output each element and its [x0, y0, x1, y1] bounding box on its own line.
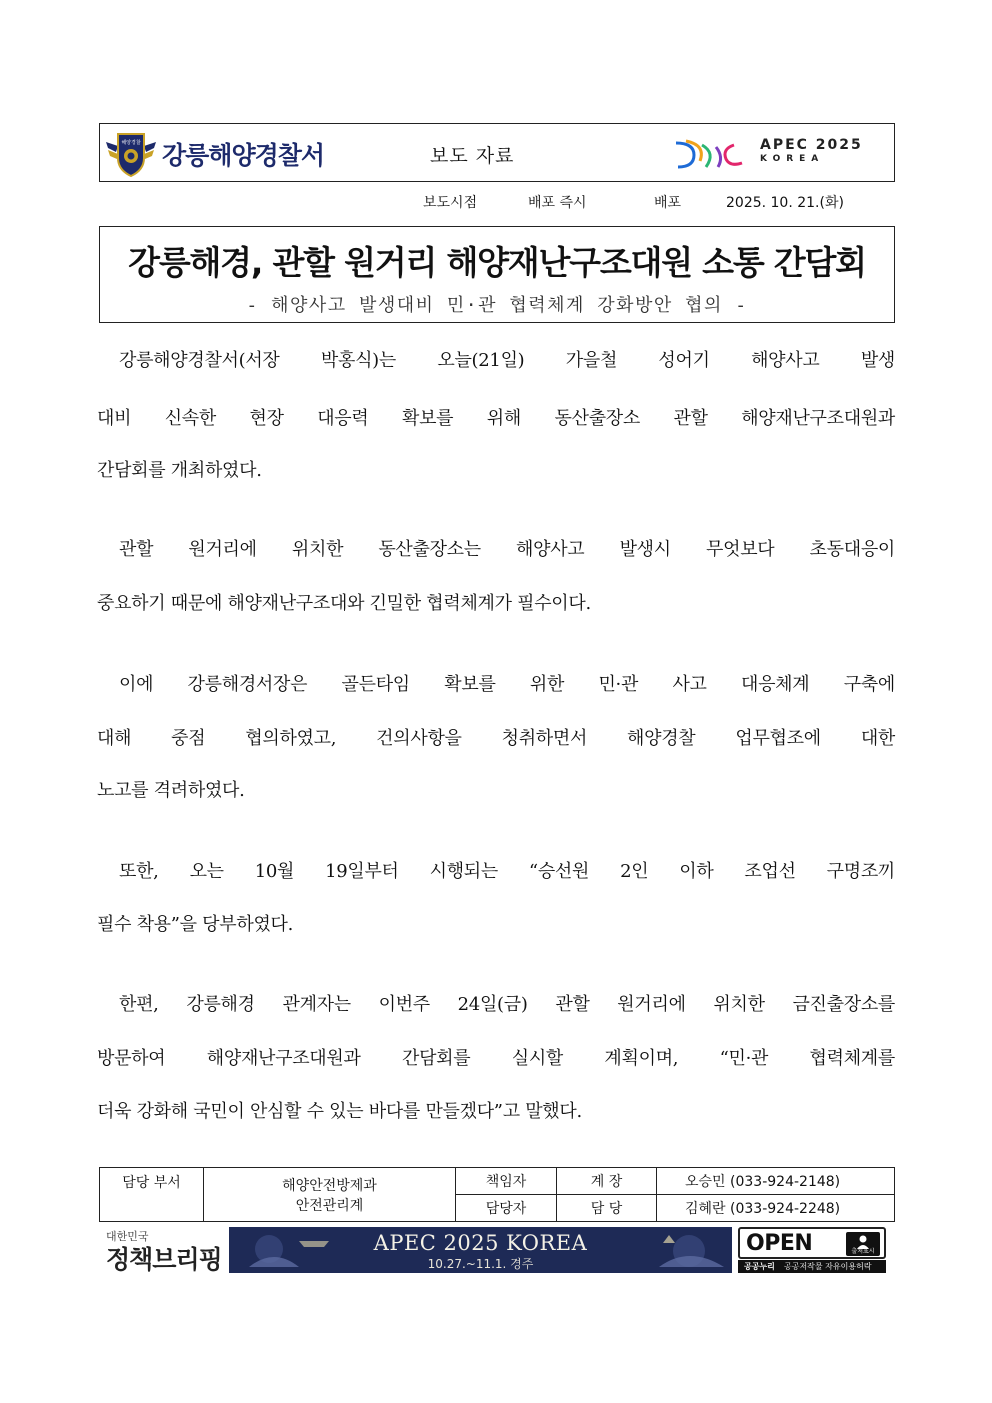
policy-briefing-logo — [106, 1228, 224, 1274]
body-p3-line2: 대해 중점 협의하였고, 건의사항을 청취하면서 해양경찰 업무협조에 대한 — [97, 728, 895, 749]
body-p5-line3: 더욱 강화해 국민이 안심할 수 있는 바다를 만들겠다”고 말했다. — [97, 1101, 582, 1122]
brand-big-text: 정책브리핑 — [106, 1245, 222, 1274]
dept-line2: 안전관리계 — [295, 1197, 364, 1214]
open-word: OPEN — [746, 1231, 813, 1256]
open-license-box — [738, 1227, 886, 1259]
banner-title: APEC 2025 KOREA — [373, 1231, 588, 1255]
kogl-label: 공공누리 — [744, 1262, 775, 1271]
attribution-label: 출처표시 — [851, 1248, 875, 1255]
staff-title: 담 당 — [557, 1195, 657, 1222]
brand-small-text: 대한민국 — [106, 1230, 149, 1243]
open-license-bar — [738, 1260, 886, 1273]
body-p3-line3: 노고를 격려하였다. — [97, 780, 245, 801]
body-p1-line3: 간담회를 개최하였다. — [97, 460, 262, 481]
release-time-label: 보도시점 — [423, 195, 478, 211]
body-p2-line2: 중요하기 때문에 해양재난구조대와 긴밀한 협력체계가 필수이다. — [97, 593, 591, 614]
press-header — [99, 123, 895, 182]
body-p5-line1: 한편, 강릉해경 관계자는 이번주 24일(금) 관할 원거리에 위치한 금진출장소를 — [119, 994, 895, 1015]
distribution-label: 배포 — [654, 195, 682, 211]
dept-line1: 해양안전방제과 — [282, 1177, 377, 1194]
staff-person: 김혜란 (033-924-2248) — [657, 1195, 895, 1222]
apec-logo-icon — [672, 133, 752, 173]
body-p3-line1: 이에 강릉해경서장은 골든타임 확보를 위한 민·관 사고 대응체계 구축에 — [119, 674, 895, 695]
resp-person: 오승민 (033-924-2148) — [657, 1168, 895, 1195]
distribution-date: 2025. 10. 21.(화) — [726, 195, 844, 211]
body-p4-line2: 필수 착용”을 당부하였다. — [97, 914, 294, 935]
resp-title: 계 장 — [557, 1168, 657, 1195]
body-p5-line2: 방문하여 해양재난구조대원과 간담회를 실시할 계획이며, “민·관 협력체계를 — [97, 1048, 895, 1069]
agency-name: 강릉해양경찰서 — [162, 141, 325, 170]
attribution-badge-icon — [846, 1232, 880, 1256]
open-license-logo — [738, 1227, 886, 1273]
body-p2-line1: 관할 원거리에 위치한 동산출장소는 해양사고 발생시 무엇보다 초동대응이 — [119, 539, 895, 560]
body-p1-line2: 대비 신속한 현장 대응력 확보를 위해 동산출장소 관할 해양재난구조대원과 — [97, 408, 895, 429]
dept-name — [204, 1168, 456, 1222]
dept-label: 담당 부서 — [100, 1168, 204, 1222]
banner-date: 10.27.~11.1. 경주 — [427, 1257, 534, 1271]
apec-title: APEC 2025 — [760, 137, 863, 153]
release-info — [0, 192, 992, 214]
press-release-label: 보도 자료 — [430, 145, 515, 167]
page-subtitle: - 해양사고 발생대비 민·관 협력체계 강화방안 협의 - — [246, 295, 748, 316]
coast-guard-emblem-icon — [104, 128, 158, 178]
staff-label: 담당자 — [456, 1195, 557, 1222]
page-title: 강릉해경, 관할 원거리 해양재난구조대원 소통 간담회 — [128, 243, 866, 282]
kogl-description: 공공저작물 자유이용허락 — [784, 1262, 872, 1271]
contact-table — [99, 1167, 895, 1222]
resp-label: 책임자 — [456, 1168, 557, 1195]
title-box — [99, 226, 895, 323]
apec-subtitle: KOREA — [760, 154, 825, 164]
release-time-value: 배포 즉시 — [528, 195, 587, 211]
apec-banner — [229, 1227, 732, 1273]
body-p4-line1: 또한, 오는 10월 19일부터 시행되는 “승선원 2인 이하 조업선 구명조끼 — [119, 861, 895, 882]
body-p1-line1: 강릉해양경찰서(서장 박홍식)는 오늘(21일) 가을철 성어기 해양사고 발생 — [119, 350, 895, 371]
svg-text:해양경찰: 해양경찰 — [121, 140, 141, 146]
